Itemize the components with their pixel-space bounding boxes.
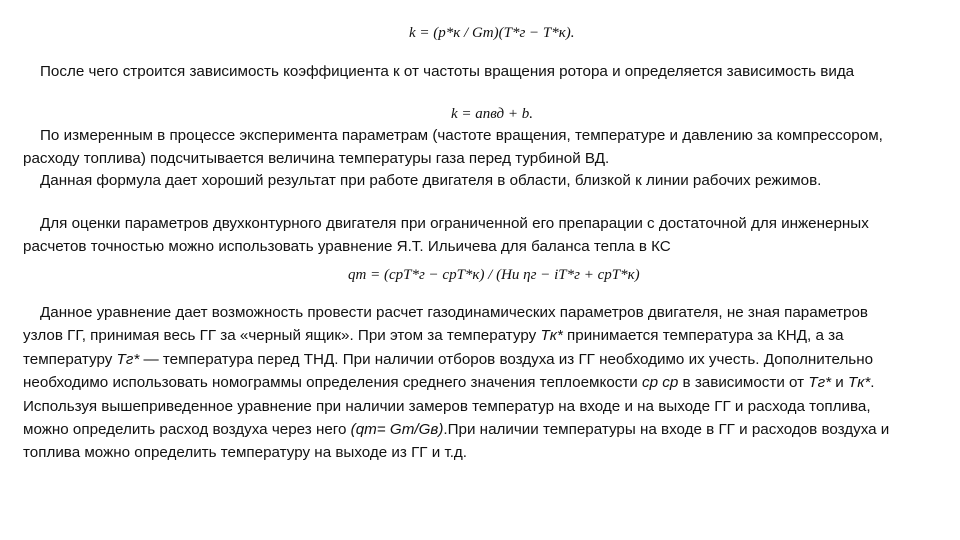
formula-text: qт = (cpT*г − cpT*к) / (Hu ηг − iT*г + cpT*к)	[348, 267, 640, 283]
text-run: Данное уравнение дает возможность провести расчет газодинамических параметров двигателя, не зная параметров узлов ГГ, принимая весь ГГ за «черный ящик». При этом за температуру	[23, 304, 869, 345]
symbol-tk: Tк*	[847, 374, 871, 392]
paragraph-ilyichev-equation: Для оценки параметров двухконтурного двигателя при ограниченной его препарации с достаточной для инженерных расчетов точностью можно использовать уравнение Я.Т. Ильичева для баланса тепла в КС	[23, 215, 869, 255]
formula-text: k = anвд + b.	[451, 106, 533, 122]
text-run: — температура перед ТНД. При наличии отборов воздуха из ГГ необходимо их учесть. Дополнительно необходимо использовать номограммы определения среднего значения теплоемкости	[23, 350, 874, 392]
formula-heat-balance	[348, 268, 640, 283]
formula-k-linear	[451, 107, 533, 122]
text-run: в зависимости от	[678, 374, 809, 392]
paragraph-gas-generator	[23, 301, 905, 465]
formula-k-definition	[409, 26, 575, 41]
symbol-qt: (qт= Gт/Gв)	[350, 421, 444, 439]
text-run: .При наличии температуры на входе в ГГ и расходов воздуха и топлива можно определить температуру на выходе из ГГ и т.д.	[23, 421, 890, 462]
symbol-cp: cp ср	[642, 374, 679, 392]
paragraph-formula-result: Данная формула дает хороший результат при работе двигателя в области, близкой к линии рабочих режимов.	[40, 172, 822, 189]
symbol-tk: Tк*	[540, 327, 563, 345]
text-run: принимается температура за КНД, а за температуру	[23, 327, 844, 368]
text-run: . Используя вышеприведенное уравнение при наличии замеров температур на входе и на выходе ГГ и расхода топлива, можно определить расход воздуха через него	[23, 374, 875, 439]
formula-text: k = (p*к / Gт)(T*г − T*к).	[409, 25, 575, 41]
symbol-tg: Tг*	[116, 350, 140, 368]
paragraph-measured-params: По измеренным в процессе эксперимента параметрам (частоте вращения, температуре и давлению за компрессором, расходу топлива) подсчитывается величина температуры газа перед турбиной ВД.	[23, 127, 883, 167]
symbol-tg: Tг*	[808, 374, 831, 392]
paragraph-dependence: После чего строится зависимость коэффициента к от частоты вращения ротора и определяется зависимость вида	[40, 63, 855, 80]
text-run: и	[831, 374, 848, 392]
